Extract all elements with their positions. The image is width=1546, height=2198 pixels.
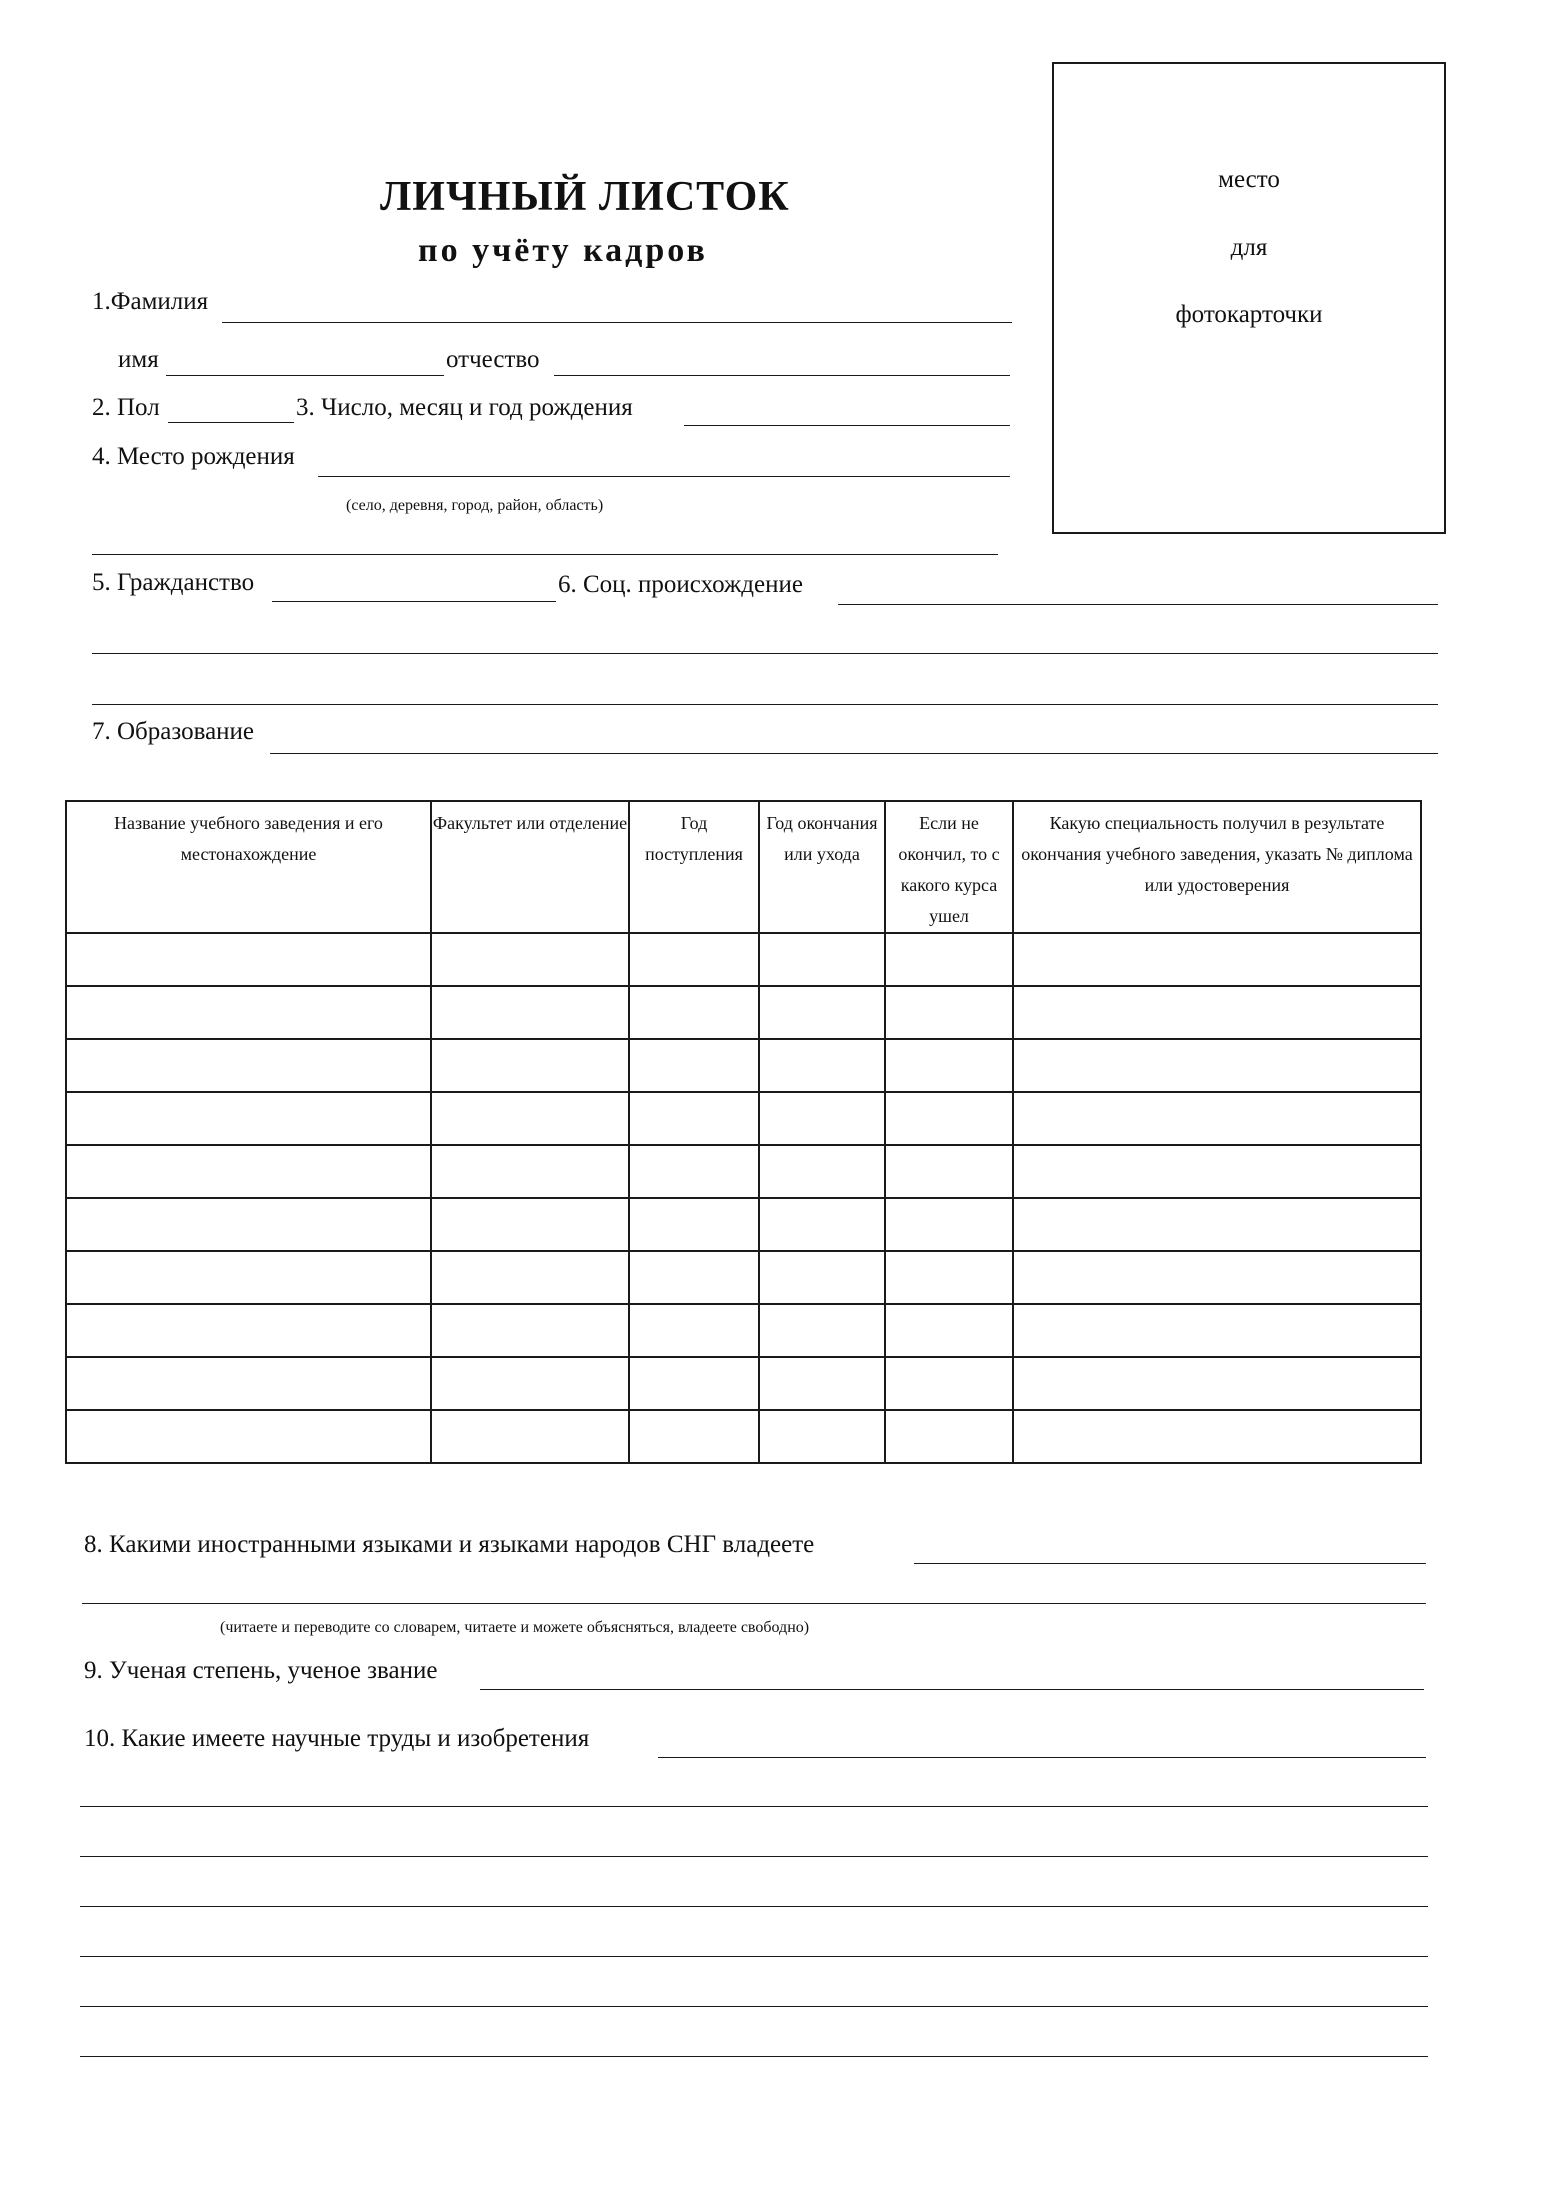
- table-cell[interactable]: [66, 1145, 431, 1198]
- name-field[interactable]: [166, 375, 444, 376]
- header-year-admission: Год поступления: [629, 801, 759, 933]
- birthplace-hint: (село, деревня, город, район, область): [346, 497, 604, 514]
- table-cell[interactable]: [629, 1251, 759, 1304]
- table-cell[interactable]: [66, 1039, 431, 1092]
- education-table-header-row: [66, 801, 1421, 933]
- table-cell[interactable]: [759, 1357, 885, 1410]
- patronymic-label: отчество: [446, 346, 540, 373]
- table-cell[interactable]: [629, 986, 759, 1039]
- citizenship-label: 5. Гражданство: [92, 569, 255, 596]
- photo-label-line2: для: [1230, 234, 1268, 261]
- table-cell[interactable]: [759, 1251, 885, 1304]
- table-cell[interactable]: [629, 1357, 759, 1410]
- table-cell[interactable]: [66, 986, 431, 1039]
- social-origin-field[interactable]: [838, 604, 1438, 605]
- languages-hint: (читаете и переводите со словарем, читаете и можете объясняться, владеете свободно): [220, 1619, 810, 1636]
- works-field[interactable]: [658, 1757, 1426, 1758]
- header-institution: Название учебного заведения и его местонахождение: [66, 801, 431, 933]
- birthdate-label: 3. Число, месяц и год рождения: [296, 394, 633, 421]
- table-cell[interactable]: [885, 933, 1013, 986]
- table-cell[interactable]: [759, 1092, 885, 1145]
- table-cell[interactable]: [431, 1410, 629, 1463]
- patronymic-field[interactable]: [554, 375, 1010, 376]
- table-cell[interactable]: [629, 1039, 759, 1092]
- works-field-line5[interactable]: [80, 1956, 1428, 1957]
- table-cell[interactable]: [885, 1198, 1013, 1251]
- table-cell[interactable]: [431, 1357, 629, 1410]
- table-cell[interactable]: [629, 933, 759, 986]
- table-cell[interactable]: [885, 1145, 1013, 1198]
- photo-label-line1: место: [1218, 166, 1280, 193]
- sex-field[interactable]: [168, 422, 294, 423]
- table-cell[interactable]: [431, 986, 629, 1039]
- birthplace-field[interactable]: [318, 476, 1010, 477]
- header-faculty: Факультет или отделение: [431, 801, 629, 933]
- social-origin-field-line2[interactable]: [92, 653, 1438, 654]
- table-cell[interactable]: [885, 1039, 1013, 1092]
- table-row: [66, 933, 1421, 986]
- education-label: 7. Образование: [92, 718, 255, 745]
- table-cell[interactable]: [66, 1357, 431, 1410]
- table-cell[interactable]: [1013, 1198, 1421, 1251]
- table-cell[interactable]: [759, 1039, 885, 1092]
- table-cell[interactable]: [66, 1304, 431, 1357]
- social-origin-field-line3[interactable]: [92, 704, 1438, 705]
- table-row: [66, 1304, 1421, 1357]
- table-row: [66, 1092, 1421, 1145]
- table-cell[interactable]: [66, 1251, 431, 1304]
- table-cell[interactable]: [629, 1410, 759, 1463]
- surname-field[interactable]: [222, 322, 1012, 323]
- degree-field[interactable]: [480, 1689, 1424, 1690]
- table-cell[interactable]: [1013, 1092, 1421, 1145]
- header-course-left: Если не окончил, то с какого курса ушел: [885, 801, 1013, 933]
- table-cell[interactable]: [759, 933, 885, 986]
- table-cell[interactable]: [431, 1145, 629, 1198]
- citizenship-field[interactable]: [272, 601, 556, 602]
- education-table-body: [66, 933, 1421, 1463]
- table-cell[interactable]: [431, 1304, 629, 1357]
- form-title: ЛИЧНЫЙ ЛИСТОК: [380, 174, 790, 220]
- works-label: 10. Какие имеете научные труды и изобретения: [84, 1725, 590, 1752]
- table-row: [66, 1410, 1421, 1463]
- table-cell[interactable]: [66, 1092, 431, 1145]
- table-cell[interactable]: [1013, 986, 1421, 1039]
- table-cell[interactable]: [431, 1251, 629, 1304]
- table-cell[interactable]: [759, 1145, 885, 1198]
- table-row: [66, 1039, 1421, 1092]
- birthplace-field-line2[interactable]: [92, 554, 998, 555]
- education-table: [65, 800, 1422, 1464]
- languages-field[interactable]: [914, 1563, 1426, 1564]
- table-cell[interactable]: [1013, 1251, 1421, 1304]
- photo-placeholder: [1052, 62, 1446, 534]
- table-row: [66, 1251, 1421, 1304]
- table-cell[interactable]: [66, 1410, 431, 1463]
- photo-label-line3: фотокарточки: [1175, 301, 1323, 328]
- table-cell[interactable]: [629, 1304, 759, 1357]
- table-cell[interactable]: [759, 1304, 885, 1357]
- table-row: [66, 986, 1421, 1039]
- table-cell[interactable]: [759, 1198, 885, 1251]
- works-field-line2[interactable]: [80, 1806, 1428, 1807]
- works-field-line7[interactable]: [80, 2056, 1428, 2057]
- table-cell[interactable]: [885, 1357, 1013, 1410]
- table-cell[interactable]: [66, 1198, 431, 1251]
- table-cell[interactable]: [1013, 1357, 1421, 1410]
- table-cell[interactable]: [431, 1092, 629, 1145]
- table-cell[interactable]: [431, 1039, 629, 1092]
- table-cell[interactable]: [885, 1092, 1013, 1145]
- table-cell[interactable]: [1013, 1304, 1421, 1357]
- works-field-line4[interactable]: [80, 1906, 1428, 1907]
- table-cell[interactable]: [1013, 1039, 1421, 1092]
- table-cell[interactable]: [431, 933, 629, 986]
- birthplace-label: 4. Место рождения: [92, 443, 295, 470]
- table-cell[interactable]: [1013, 1410, 1421, 1463]
- table-cell[interactable]: [885, 1410, 1013, 1463]
- table-cell[interactable]: [759, 1410, 885, 1463]
- form-subtitle: по учёту кадров: [418, 232, 708, 269]
- header-year-graduation: Год окончания или ухода: [759, 801, 885, 933]
- sex-label: 2. Пол: [92, 394, 160, 421]
- table-cell[interactable]: [759, 986, 885, 1039]
- table-cell[interactable]: [66, 933, 431, 986]
- table-row: [66, 1198, 1421, 1251]
- table-cell[interactable]: [1013, 933, 1421, 986]
- degree-label: 9. Ученая степень, ученое звание: [84, 1657, 438, 1684]
- table-row: [66, 1357, 1421, 1410]
- education-field[interactable]: [270, 753, 1438, 754]
- table-cell[interactable]: [431, 1198, 629, 1251]
- table-cell[interactable]: [629, 1145, 759, 1198]
- table-cell[interactable]: [629, 1092, 759, 1145]
- table-cell[interactable]: [885, 1304, 1013, 1357]
- social-origin-label: 6. Соц. происхождение: [558, 571, 803, 598]
- table-cell[interactable]: [885, 986, 1013, 1039]
- table-cell[interactable]: [885, 1251, 1013, 1304]
- languages-field-line2[interactable]: [82, 1603, 1426, 1604]
- works-field-line6[interactable]: [80, 2006, 1428, 2007]
- birthdate-field[interactable]: [684, 425, 1010, 426]
- name-label: имя: [118, 346, 159, 373]
- table-cell[interactable]: [1013, 1145, 1421, 1198]
- languages-label: 8. Какими иностранными языками и языками народов СНГ владеете: [84, 1531, 815, 1558]
- works-field-line3[interactable]: [80, 1856, 1428, 1857]
- table-cell[interactable]: [629, 1198, 759, 1251]
- surname-label: 1.Фамилия: [92, 288, 209, 315]
- table-row: [66, 1145, 1421, 1198]
- header-specialty: Какую специальность получил в результате окончания учебного заведения, указать № диплома или удостоверения: [1013, 801, 1421, 933]
